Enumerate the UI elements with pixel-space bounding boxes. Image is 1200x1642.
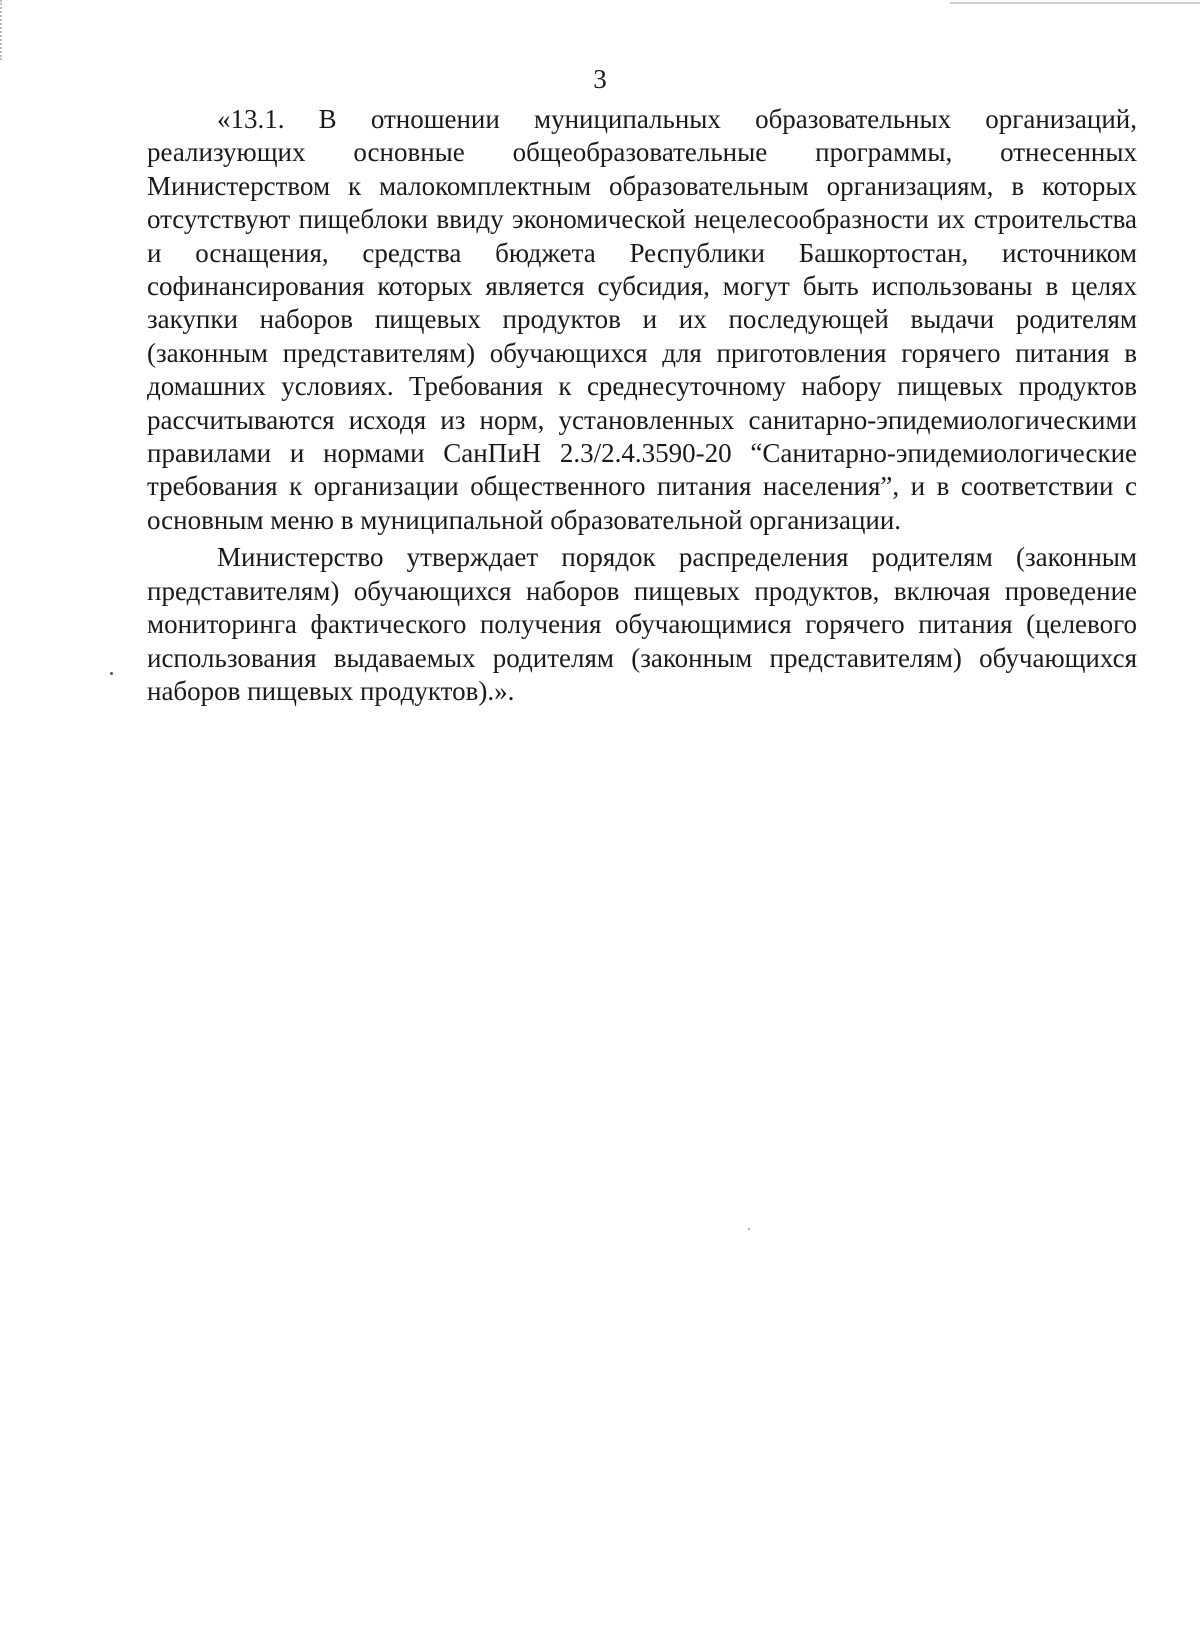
- paragraph-ministry-procedure: Министерство утверждает порядок распределения родителям (законным представителям) обучающихся наборов пищевых продуктов, включая проведение мониторинга фактического получения обучающимися горячего питания (целевого использования выдаваемых родителям (законным представителям) обучающихся наборов пищевых продуктов).».: [147, 542, 1137, 706]
- page-number: 3: [593, 64, 607, 94]
- paragraph-13-1: «13.1. В отношении муниципальных образовательных организаций, реализующих основные общеобразовательные программы, отнесенных Министерством к малокомплектным образовательным организациям, в которых отсутствуют пищеблоки ввиду экономической нецелесообразности их строительства и оснащения, средства бюджета Республики Башкортостан, источником софинансирования которых является субсидия, могут быть использованы в целях закупки наборов пищевых продуктов и их последующей выдачи родителям (законным представителям) обучающихся для приготовления горячего питания в домашних условиях. Требования к среднесуточному набору пищевых продуктов рассчитываются исходя из норм, установленных санитарно-эпидемиологическими правилами и нормами СанПиН 2.3/2.4.3590-20 “Санитарно-эпидемиологические требования к организации общественного питания населения”, и в соответствии с основным меню в муниципальной образовательной организации.: [147, 104, 1137, 535]
- scan-margin-artifact: [0, 0, 5, 60]
- scan-edge-artifact: [950, 2, 1200, 4]
- document-body: [147, 103, 1137, 708]
- scan-speck: [110, 672, 113, 675]
- scan-speck: [748, 1228, 750, 1230]
